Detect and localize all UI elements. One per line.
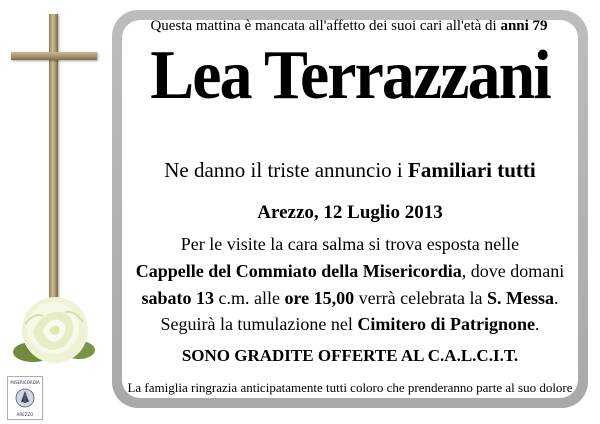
chapel-name: Cappelle del Commiato della Misericordia	[135, 261, 462, 281]
paragraph-line-4	[115, 314, 585, 335]
mass-day: sabato 13	[141, 288, 214, 308]
intro-line	[118, 18, 580, 35]
family-announcement	[115, 158, 585, 183]
paragraph-line-2	[115, 261, 585, 282]
logo-bottom-text: AREZZO	[16, 412, 34, 417]
place-date: Arezzo, 12 Luglio 2013	[257, 202, 443, 223]
paragraph-line-1: Per le visite la cara salma si trova esposta nelle	[180, 234, 520, 254]
paragraph-line-4-end: .	[535, 314, 540, 334]
paragraph-line-4-start: Seguirà la tumulazione nel	[160, 314, 358, 334]
cemetery-name: Cimitero di Patrignone	[357, 314, 536, 334]
thanks-note: La famiglia ringrazia anticipatamente tutti coloro che prenderanno parte al suo dolore	[127, 380, 573, 395]
paragraph-line-3	[115, 288, 585, 309]
intro-text: Questa mattina è mancata all'affetto dei suoi cari all'età di	[150, 18, 501, 34]
paragraph-line-2-rest: , dove domani	[461, 261, 565, 281]
paragraph-line-3-end: .	[554, 288, 559, 308]
deceased-name: Lea Terrazzani	[150, 37, 550, 114]
family-bold: Familiari tutti	[408, 158, 536, 182]
mass-label: S. Messa	[487, 288, 555, 308]
mass-time: ore 15,00	[284, 288, 355, 308]
age-label: anni 79	[500, 18, 548, 34]
white-rose-icon	[13, 292, 95, 368]
family-text: Ne danno il triste annuncio i	[164, 158, 409, 182]
paragraph-line-3-mid1: c.m. alle	[213, 288, 285, 308]
cross-arm	[11, 52, 97, 60]
misericordia-logo	[7, 376, 43, 420]
offerings-note: SONO GRADITE OFFERTE AL C.A.L.C.I.T.	[181, 346, 519, 365]
paragraph-line-3-mid2: verrà celebrata la	[354, 288, 488, 308]
logo-top-text: MISERICORDIA	[10, 380, 40, 385]
